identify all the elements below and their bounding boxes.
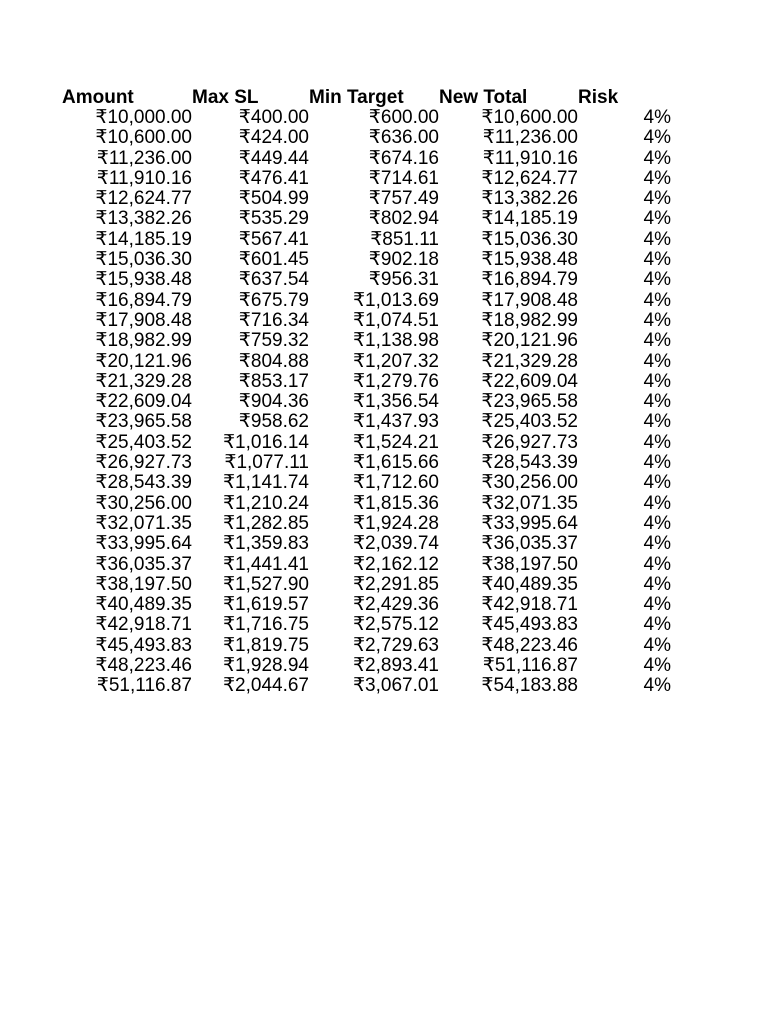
cell-max-sl: ₹567.41 <box>238 228 309 250</box>
cell-max-sl: ₹449.44 <box>238 147 309 169</box>
cell-new-total: ₹15,036.30 <box>481 228 578 250</box>
cell-max-sl: ₹675.79 <box>238 289 309 311</box>
cell-amount: ₹12,624.77 <box>95 188 192 210</box>
cell-risk: 4% <box>643 309 671 331</box>
cell-amount: ₹45,493.83 <box>95 634 192 656</box>
cell-amount: ₹16,894.79 <box>95 289 192 311</box>
table-row <box>62 352 671 372</box>
cell-amount: ₹13,382.26 <box>95 208 192 230</box>
cell-risk: 4% <box>643 492 671 514</box>
cell-max-sl: ₹1,016.14 <box>222 431 309 453</box>
cell-risk: 4% <box>643 228 671 250</box>
header-amount: Amount <box>62 86 134 108</box>
cell-new-total: ₹16,894.79 <box>481 269 578 291</box>
cell-new-total: ₹26,927.73 <box>481 431 578 453</box>
cell-risk: 4% <box>643 655 671 677</box>
cell-max-sl: ₹1,441.41 <box>222 553 309 575</box>
table-row <box>62 595 671 615</box>
cell-min-target: ₹2,162.12 <box>352 553 439 575</box>
cell-amount: ₹28,543.39 <box>95 472 192 494</box>
cell-max-sl: ₹504.99 <box>238 188 309 210</box>
cell-min-target: ₹851.11 <box>370 228 439 250</box>
cell-new-total: ₹21,329.28 <box>481 350 578 372</box>
cell-max-sl: ₹601.45 <box>238 249 309 271</box>
cell-risk: 4% <box>643 573 671 595</box>
cell-min-target: ₹1,207.32 <box>352 350 439 372</box>
cell-risk: 4% <box>643 634 671 656</box>
cell-max-sl: ₹759.32 <box>238 330 309 352</box>
cell-new-total: ₹45,493.83 <box>481 614 578 636</box>
cell-min-target: ₹3,067.01 <box>352 675 439 697</box>
cell-new-total: ₹20,121.96 <box>481 330 578 352</box>
cell-amount: ₹33,995.64 <box>95 533 192 555</box>
cell-max-sl: ₹2,044.67 <box>222 675 309 697</box>
table-row <box>62 128 671 148</box>
cell-new-total: ₹12,624.77 <box>481 167 578 189</box>
cell-amount: ₹26,927.73 <box>95 452 192 474</box>
cell-risk: 4% <box>643 472 671 494</box>
cell-min-target: ₹1,356.54 <box>352 391 439 413</box>
cell-max-sl: ₹853.17 <box>238 370 309 392</box>
cell-new-total: ₹17,908.48 <box>481 289 578 311</box>
cell-max-sl: ₹1,928.94 <box>222 655 309 677</box>
cell-amount: ₹48,223.46 <box>95 655 192 677</box>
table-row <box>62 514 671 534</box>
cell-risk: 4% <box>643 675 671 697</box>
cell-min-target: ₹1,524.21 <box>352 431 439 453</box>
cell-amount: ₹11,236.00 <box>96 147 192 169</box>
cell-max-sl: ₹1,282.85 <box>222 512 309 534</box>
cell-risk: 4% <box>643 208 671 230</box>
cell-new-total: ₹18,982.99 <box>481 309 578 331</box>
cell-risk: 4% <box>643 127 671 149</box>
cell-min-target: ₹2,729.63 <box>352 634 439 656</box>
cell-new-total: ₹10,600.00 <box>481 107 578 128</box>
cell-min-target: ₹1,712.60 <box>352 472 439 494</box>
cell-min-target: ₹1,074.51 <box>352 309 439 331</box>
cell-new-total: ₹32,071.35 <box>481 492 578 514</box>
cell-risk: 4% <box>643 107 671 128</box>
cell-max-sl: ₹400.00 <box>238 107 309 128</box>
table-row <box>62 250 671 270</box>
cell-new-total: ₹33,995.64 <box>481 512 578 534</box>
cell-new-total: ₹13,382.26 <box>481 188 578 210</box>
cell-amount: ₹32,071.35 <box>95 512 192 534</box>
cell-risk: 4% <box>643 370 671 392</box>
cell-max-sl: ₹476.41 <box>238 167 309 189</box>
cell-min-target: ₹902.18 <box>368 249 439 271</box>
table-row <box>62 676 671 696</box>
cell-amount: ₹36,035.37 <box>95 553 192 575</box>
table-row <box>62 412 671 432</box>
cell-min-target: ₹2,429.36 <box>352 594 439 616</box>
cell-risk: 4% <box>643 533 671 555</box>
cell-new-total: ₹11,236.00 <box>482 127 578 149</box>
table-header-row <box>62 86 671 108</box>
cell-amount: ₹15,938.48 <box>95 269 192 291</box>
cell-min-target: ₹1,138.98 <box>352 330 439 352</box>
cell-risk: 4% <box>643 269 671 291</box>
cell-risk: 4% <box>643 411 671 433</box>
cell-new-total: ₹11,910.16 <box>482 147 578 169</box>
cell-new-total: ₹23,965.58 <box>481 391 578 413</box>
cell-min-target: ₹956.31 <box>368 269 439 291</box>
cell-amount: ₹10,600.00 <box>95 127 192 149</box>
table-row <box>62 209 671 229</box>
table-row <box>62 149 671 169</box>
cell-risk: 4% <box>643 350 671 372</box>
table-row <box>62 291 671 311</box>
header-new-total: New Total <box>439 86 528 108</box>
table-row <box>62 615 671 635</box>
cell-new-total: ₹42,918.71 <box>481 594 578 616</box>
table-row <box>62 372 671 392</box>
cell-amount: ₹38,197.50 <box>95 573 192 595</box>
cell-max-sl: ₹716.34 <box>238 309 309 331</box>
cell-max-sl: ₹1,141.74 <box>222 472 309 494</box>
cell-max-sl: ₹1,819.75 <box>222 634 309 656</box>
table-row <box>62 331 671 351</box>
cell-amount: ₹42,918.71 <box>95 614 192 636</box>
cell-amount: ₹15,036.30 <box>95 249 192 271</box>
table-row <box>62 473 671 493</box>
cell-new-total: ₹28,543.39 <box>481 452 578 474</box>
cell-amount: ₹25,403.52 <box>95 431 192 453</box>
cell-amount: ₹23,965.58 <box>95 411 192 433</box>
cell-max-sl: ₹958.62 <box>238 411 309 433</box>
cell-new-total: ₹15,938.48 <box>481 249 578 271</box>
cell-min-target: ₹1,815.36 <box>352 492 439 514</box>
table-row <box>62 494 671 514</box>
position-sizing-table <box>62 86 671 697</box>
cell-amount: ₹20,121.96 <box>95 350 192 372</box>
cell-amount: ₹17,908.48 <box>95 309 192 331</box>
cell-amount: ₹51,116.87 <box>96 675 192 697</box>
cell-amount: ₹21,329.28 <box>95 370 192 392</box>
table-row <box>62 656 671 676</box>
cell-new-total: ₹30,256.00 <box>481 472 578 494</box>
cell-new-total: ₹14,185.19 <box>481 208 578 230</box>
table-row <box>62 270 671 290</box>
cell-new-total: ₹36,035.37 <box>481 533 578 555</box>
cell-new-total: ₹54,183.88 <box>481 675 578 697</box>
cell-min-target: ₹802.94 <box>368 208 439 230</box>
cell-max-sl: ₹1,077.11 <box>224 452 309 474</box>
cell-risk: 4% <box>643 330 671 352</box>
cell-min-target: ₹636.00 <box>368 127 439 149</box>
header-min-target: Min Target <box>309 86 404 108</box>
table-row <box>62 575 671 595</box>
cell-min-target: ₹1,615.66 <box>352 452 439 474</box>
cell-risk: 4% <box>643 431 671 453</box>
cell-min-target: ₹600.00 <box>368 107 439 128</box>
cell-max-sl: ₹1,527.90 <box>222 573 309 595</box>
cell-min-target: ₹2,039.74 <box>352 533 439 555</box>
table-row <box>62 636 671 656</box>
table-row <box>62 453 671 473</box>
table-row <box>62 169 671 189</box>
table-row <box>62 108 671 128</box>
cell-amount: ₹40,489.35 <box>95 594 192 616</box>
cell-min-target: ₹757.49 <box>368 188 439 210</box>
cell-new-total: ₹25,403.52 <box>481 411 578 433</box>
cell-new-total: ₹48,223.46 <box>481 634 578 656</box>
cell-max-sl: ₹904.36 <box>238 391 309 413</box>
cell-new-total: ₹51,116.87 <box>482 655 578 677</box>
cell-new-total: ₹40,489.35 <box>481 573 578 595</box>
cell-min-target: ₹714.61 <box>368 167 439 189</box>
cell-new-total: ₹22,609.04 <box>481 370 578 392</box>
cell-max-sl: ₹1,619.57 <box>222 594 309 616</box>
cell-risk: 4% <box>643 147 671 169</box>
cell-min-target: ₹2,893.41 <box>352 655 439 677</box>
cell-max-sl: ₹424.00 <box>238 127 309 149</box>
cell-max-sl: ₹1,359.83 <box>222 533 309 555</box>
cell-min-target: ₹2,291.85 <box>352 573 439 595</box>
cell-risk: 4% <box>643 391 671 413</box>
table-row <box>62 433 671 453</box>
table-row <box>62 189 671 209</box>
cell-risk: 4% <box>643 452 671 474</box>
cell-amount: ₹11,910.16 <box>96 167 192 189</box>
cell-amount: ₹22,609.04 <box>95 391 192 413</box>
table-row <box>62 392 671 412</box>
cell-risk: 4% <box>643 167 671 189</box>
cell-amount: ₹10,000.00 <box>95 107 192 128</box>
table-row <box>62 230 671 250</box>
cell-risk: 4% <box>643 594 671 616</box>
header-risk: Risk <box>578 86 619 108</box>
cell-min-target: ₹1,013.69 <box>352 289 439 311</box>
cell-min-target: ₹1,279.76 <box>352 370 439 392</box>
cell-min-target: ₹674.16 <box>368 147 439 169</box>
cell-risk: 4% <box>643 289 671 311</box>
table-row <box>62 555 671 575</box>
table-row <box>62 311 671 331</box>
header-max-sl: Max SL <box>192 86 259 108</box>
cell-amount: ₹18,982.99 <box>95 330 192 352</box>
cell-risk: 4% <box>643 249 671 271</box>
cell-risk: 4% <box>643 553 671 575</box>
cell-max-sl: ₹1,210.24 <box>222 492 309 514</box>
cell-max-sl: ₹1,716.75 <box>222 614 309 636</box>
cell-min-target: ₹2,575.12 <box>352 614 439 636</box>
cell-risk: 4% <box>643 614 671 636</box>
cell-max-sl: ₹637.54 <box>238 269 309 291</box>
cell-max-sl: ₹535.29 <box>238 208 309 230</box>
cell-min-target: ₹1,924.28 <box>352 512 439 534</box>
cell-max-sl: ₹804.88 <box>238 350 309 372</box>
cell-risk: 4% <box>643 188 671 210</box>
cell-min-target: ₹1,437.93 <box>352 411 439 433</box>
cell-new-total: ₹38,197.50 <box>481 553 578 575</box>
cell-amount: ₹14,185.19 <box>95 228 192 250</box>
cell-amount: ₹30,256.00 <box>95 492 192 514</box>
table-row <box>62 534 671 554</box>
cell-risk: 4% <box>643 512 671 534</box>
